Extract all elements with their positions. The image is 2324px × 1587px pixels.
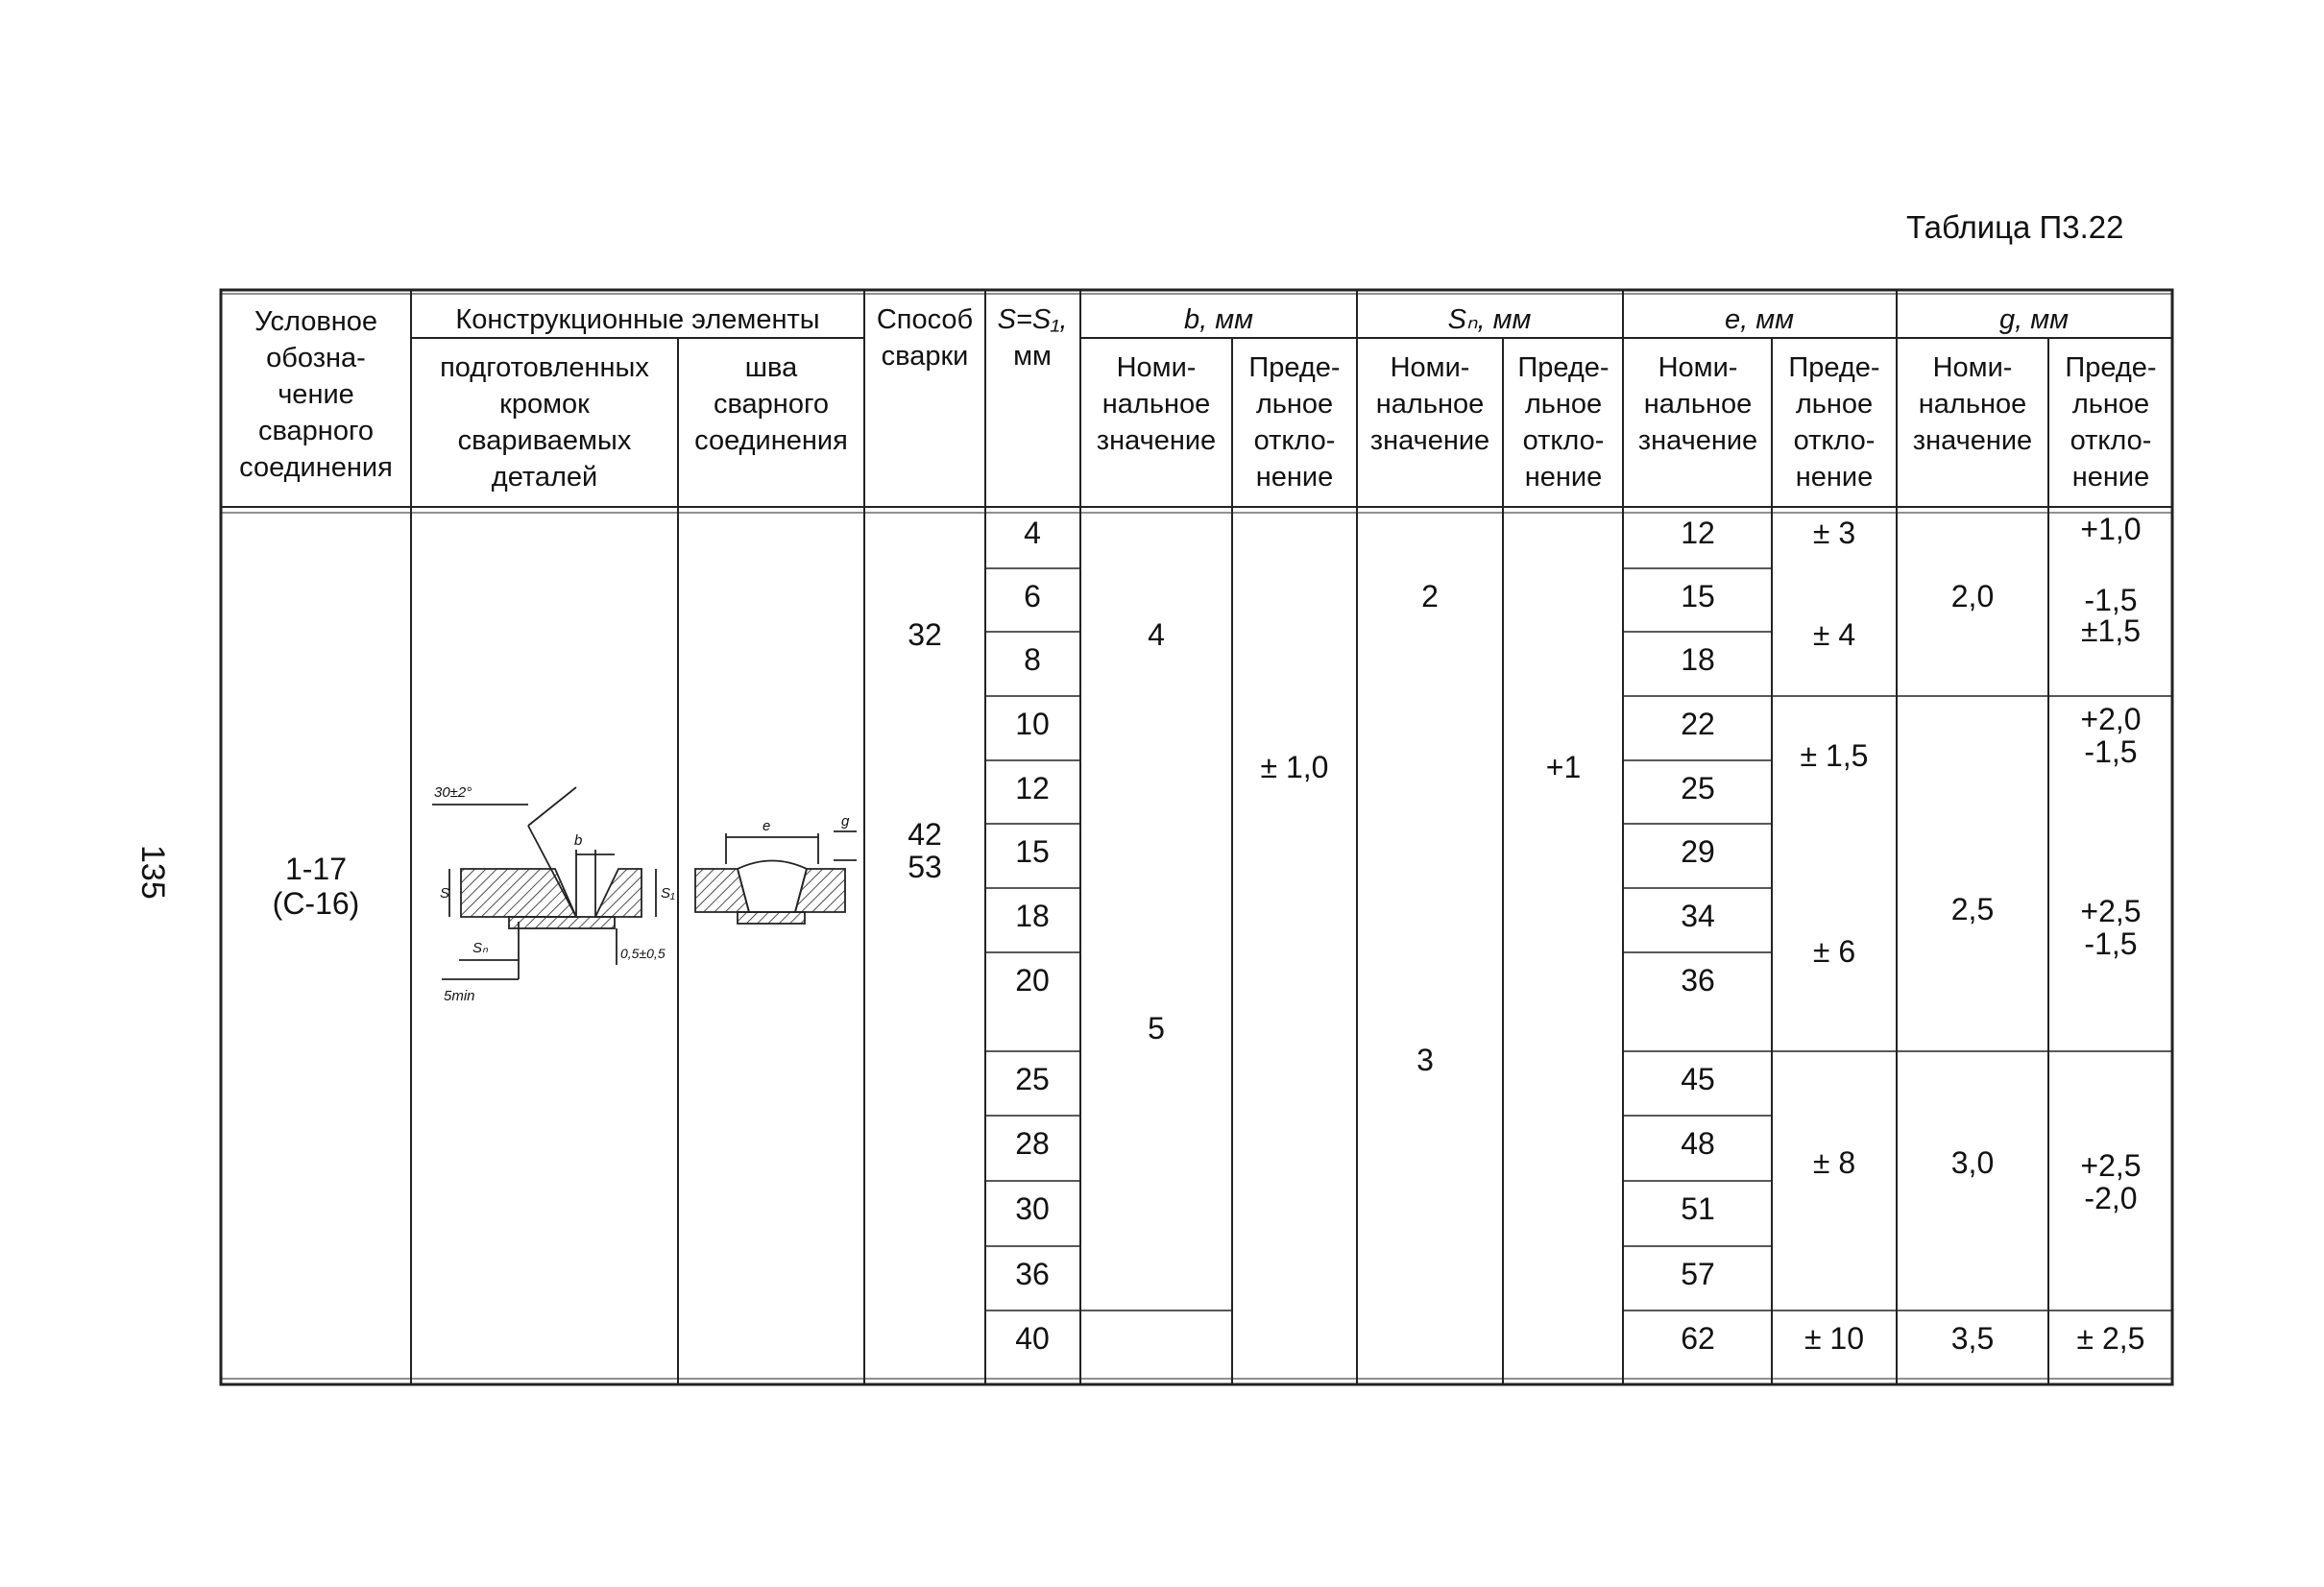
e-nominal-value: 34 <box>1681 899 1715 933</box>
g-deviation-value: -2,0 <box>2084 1181 2138 1215</box>
header-g-nominal-1: Номи- <box>1932 352 2013 383</box>
header-method-line2: сварки <box>881 341 969 372</box>
e-nominal-value: 25 <box>1681 771 1715 806</box>
thickness-value: 25 <box>1015 1062 1050 1096</box>
thickness-value: 18 <box>1015 899 1050 933</box>
method-53: 53 <box>908 850 942 884</box>
header-thickness-line1: S=S₁, <box>997 304 1068 335</box>
header-e-nominal-1: Номи- <box>1658 352 1738 383</box>
header-seam-line3: соединения <box>694 425 848 456</box>
header-sn-deviation-4: нение <box>1524 462 1603 493</box>
header-e-deviation-1: Преде- <box>1788 352 1880 383</box>
e-deviation-value: ± 4 <box>1812 617 1856 652</box>
e-nominal-value: 12 <box>1681 516 1715 550</box>
label-s: S <box>440 885 450 902</box>
header-designation-line5: соединения <box>239 452 393 483</box>
header-sn-nominal-1: Номи- <box>1390 352 1470 383</box>
label-e: e <box>763 818 771 834</box>
method-42: 42 <box>908 817 942 852</box>
header-prepared-line1: подготовленных <box>440 352 649 383</box>
designation-code-alt: (С-16) <box>272 886 360 921</box>
g-nominal-value: 3,5 <box>1950 1321 1995 1356</box>
prepared-edges-drawing <box>432 784 675 1004</box>
sn-nominal-value: 3 <box>1416 1043 1434 1077</box>
thickness-value: 10 <box>1015 707 1050 741</box>
header-construct-elements: Конструкционные элементы <box>455 304 820 335</box>
g-deviation-value: -1,5 <box>2084 926 2138 961</box>
label-s1: S₁ <box>661 885 675 902</box>
e-nominal-value: 29 <box>1681 834 1715 869</box>
e-deviation-value: ± 3 <box>1812 516 1856 550</box>
header-sn-deviation-3: откло- <box>1522 425 1605 456</box>
header-e-nominal-2: нальное <box>1643 389 1753 420</box>
g-deviation-value: +1,0 <box>2080 512 2142 546</box>
header-b-group: b, мм <box>1183 304 1254 335</box>
header-designation-line2: обозна- <box>266 343 366 373</box>
header-method-line1: Способ <box>876 304 974 335</box>
g-deviation-value: +2,0 <box>2080 702 2142 736</box>
header-e-group: e, мм <box>1724 304 1795 335</box>
g-deviation-value: +2,5 <box>2080 894 2142 928</box>
header-e-deviation-2: льное <box>1795 389 1874 420</box>
e-deviation-value: ± 1,5 <box>1800 738 1869 773</box>
e-nominal-value: 62 <box>1681 1321 1715 1356</box>
page-number: 135 <box>134 845 171 900</box>
e-nominal-value: 36 <box>1681 963 1715 998</box>
e-nominal-value: 48 <box>1681 1126 1715 1161</box>
e-nominal-value: 22 <box>1681 707 1715 741</box>
label-min-width: 5min <box>444 988 475 1004</box>
method-32: 32 <box>908 617 942 652</box>
header-b-deviation-4: нение <box>1255 462 1334 493</box>
label-angle: 30±2° <box>434 784 472 801</box>
b-nominal-value: 5 <box>1148 1011 1165 1046</box>
header-b-nominal-1: Номи- <box>1116 352 1197 383</box>
header-seam-line1: шва <box>744 352 798 383</box>
header-designation-line1: Условное <box>254 306 378 337</box>
thickness-value: 12 <box>1015 771 1050 806</box>
thickness-value: 40 <box>1015 1321 1050 1356</box>
header-b-deviation-1: Преде- <box>1248 352 1341 383</box>
thickness-value: 4 <box>1024 516 1041 550</box>
header-g-nominal-2: нальное <box>1918 389 2027 420</box>
e-nominal-value: 18 <box>1681 642 1715 677</box>
thickness-value: 8 <box>1024 642 1041 677</box>
thickness-value: 28 <box>1015 1126 1050 1161</box>
e-nominal-value: 45 <box>1681 1062 1715 1096</box>
label-g: g <box>841 813 850 830</box>
e-deviation-value: ± 6 <box>1812 934 1856 969</box>
thickness-value: 6 <box>1024 579 1041 613</box>
header-prepared-line2: кромок <box>499 389 590 420</box>
sn-nominal-value: 2 <box>1421 579 1439 613</box>
header-prepared-line4: деталей <box>491 462 598 493</box>
header-g-group: g, мм <box>1998 304 2070 335</box>
header-sn-group: Sₙ, мм <box>1447 304 1532 335</box>
header-designation-line4: сварного <box>257 416 375 446</box>
header-b-nominal-3: значение <box>1096 425 1217 456</box>
g-deviation-value: +2,5 <box>2080 1148 2142 1183</box>
e-nominal-value: 57 <box>1681 1257 1715 1291</box>
header-thickness-line2: мм <box>1013 341 1052 372</box>
header-sn-deviation-1: Преде- <box>1517 352 1610 383</box>
weld-table <box>219 288 2178 1392</box>
designation-code: 1-17 <box>284 852 348 886</box>
header-sn-nominal-3: значение <box>1369 425 1490 456</box>
e-nominal-value: 51 <box>1681 1191 1715 1226</box>
header-seam-line2: сварного <box>713 389 830 420</box>
e-deviation-value: ± 8 <box>1812 1145 1856 1180</box>
g-nominal-value: 3,0 <box>1950 1145 1995 1180</box>
header-e-deviation-3: откло- <box>1793 425 1876 456</box>
thickness-value: 30 <box>1015 1191 1050 1226</box>
header-sn-deviation-2: льное <box>1524 389 1603 420</box>
header-b-deviation-3: откло- <box>1253 425 1336 456</box>
g-deviation-value: -1,5 <box>2084 734 2138 769</box>
header-g-deviation-4: нение <box>2071 462 2150 493</box>
header-e-deviation-4: нение <box>1795 462 1874 493</box>
b-nominal-value: 4 <box>1148 617 1165 652</box>
b-deviation-value: ± 1,0 <box>1260 750 1329 784</box>
header-prepared-line3: свариваемых <box>457 425 632 456</box>
label-gap: b <box>574 832 583 849</box>
label-sn: Sₙ <box>472 940 488 956</box>
label-backing: 0,5±0,5 <box>620 946 666 961</box>
thickness-value: 36 <box>1015 1257 1050 1291</box>
header-g-deviation-2: льное <box>2071 389 2150 420</box>
header-g-deviation-1: Преде- <box>2065 352 2157 383</box>
g-deviation-value: ± 2,5 <box>2076 1321 2145 1356</box>
thickness-value: 20 <box>1015 963 1050 998</box>
weld-seam-drawing <box>695 813 857 924</box>
g-deviation-value: -1,5 <box>2084 583 2138 617</box>
table-caption: Таблица П3.22 <box>1906 209 2124 245</box>
header-designation-line3: чение <box>278 379 354 410</box>
header-g-deviation-3: откло- <box>2070 425 2152 456</box>
e-nominal-value: 15 <box>1681 579 1715 613</box>
e-deviation-value: ± 10 <box>1804 1321 1865 1356</box>
header-e-nominal-3: значение <box>1637 425 1758 456</box>
g-nominal-value: 2,0 <box>1950 579 1995 613</box>
header-b-deviation-2: льное <box>1255 389 1334 420</box>
header-sn-nominal-2: нальное <box>1375 389 1485 420</box>
sn-deviation-value: +1 <box>1545 750 1582 784</box>
thickness-value: 15 <box>1015 834 1050 869</box>
table-svg <box>219 288 2178 1392</box>
g-deviation-value: ±1,5 <box>2080 613 2142 648</box>
g-nominal-value: 2,5 <box>1950 892 1995 926</box>
header-g-nominal-3: значение <box>1912 425 2033 456</box>
header-b-nominal-2: нальное <box>1101 389 1211 420</box>
